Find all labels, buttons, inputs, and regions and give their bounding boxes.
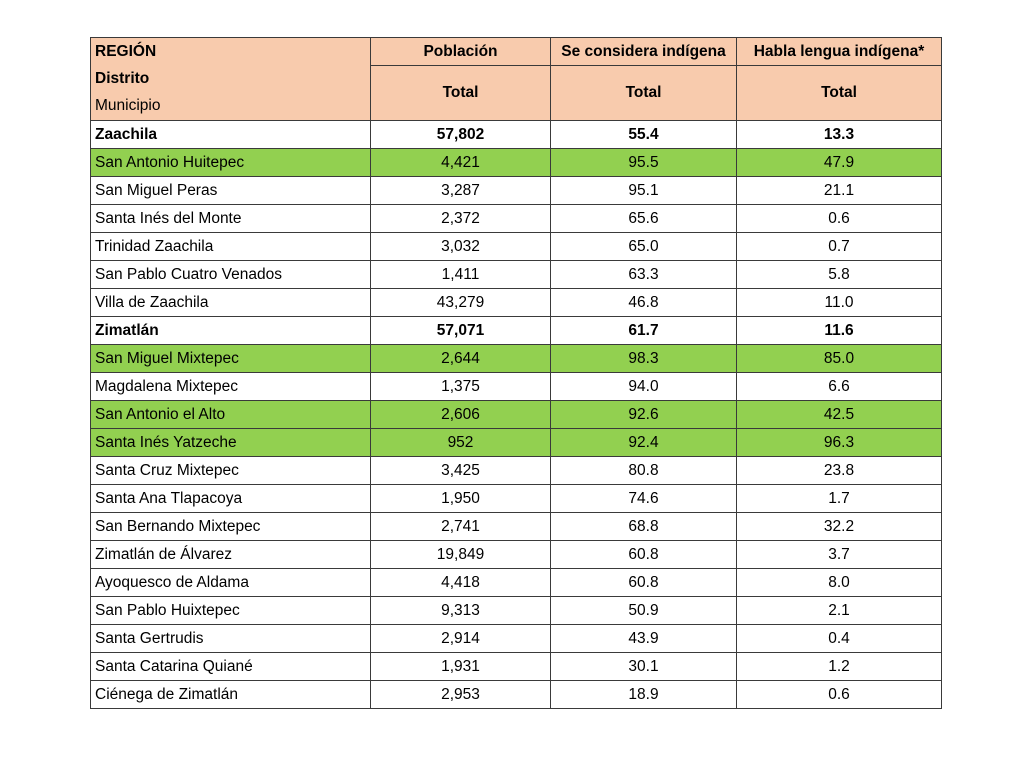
- municipality-name-cell: Santa Cruz Mixtepec: [91, 457, 371, 485]
- table-body: [91, 121, 942, 709]
- municipality-name-cell: Villa de Zaachila: [91, 289, 371, 317]
- municipality-name-cell: Ayoquesco de Aldama: [91, 569, 371, 597]
- municipality-name-cell: San Bernando Mixtepec: [91, 513, 371, 541]
- municipality-name-cell: Santa Inés del Monte: [91, 205, 371, 233]
- indigenous-percent-cell: 80.8: [551, 457, 737, 485]
- header-district: Distrito: [95, 70, 150, 87]
- population-total-cell: 57,071: [371, 317, 551, 345]
- indigenous-language-percent-cell: 3.7: [737, 541, 942, 569]
- table-row: [91, 345, 942, 373]
- table-row: [91, 149, 942, 177]
- table-row: [91, 401, 942, 429]
- indigenous-percent-cell: 98.3: [551, 345, 737, 373]
- header-population-total: Total: [371, 66, 551, 121]
- indigenous-language-percent-cell: 1.2: [737, 653, 942, 681]
- population-total-cell: 9,313: [371, 597, 551, 625]
- district-row: [91, 121, 942, 149]
- indigenous-percent-cell: 94.0: [551, 373, 737, 401]
- population-total-cell: 2,914: [371, 625, 551, 653]
- population-total-cell: 1,411: [371, 261, 551, 289]
- indigenous-language-percent-cell: 8.0: [737, 569, 942, 597]
- indigenous-language-percent-cell: 23.8: [737, 457, 942, 485]
- municipality-name-cell: Zaachila: [91, 121, 371, 149]
- table-row: [91, 429, 942, 457]
- municipality-name-cell: Santa Catarina Quiané: [91, 653, 371, 681]
- indigenous-language-percent-cell: 0.4: [737, 625, 942, 653]
- population-total-cell: 3,287: [371, 177, 551, 205]
- indigenous-percent-cell: 18.9: [551, 681, 737, 709]
- indigenous-percent-cell: 92.6: [551, 401, 737, 429]
- table-row: [91, 485, 942, 513]
- population-total-cell: 2,606: [371, 401, 551, 429]
- indigenous-percent-cell: 95.1: [551, 177, 737, 205]
- population-total-cell: 57,802: [371, 121, 551, 149]
- indigenous-language-percent-cell: 0.7: [737, 233, 942, 261]
- table-row: [91, 177, 942, 205]
- indigenous-language-percent-cell: 42.5: [737, 401, 942, 429]
- indigenous-percent-cell: 65.0: [551, 233, 737, 261]
- table-row: [91, 457, 942, 485]
- municipality-name-cell: Zimatlán: [91, 317, 371, 345]
- population-total-cell: 1,931: [371, 653, 551, 681]
- header-indigenous-total: Total: [551, 66, 737, 121]
- indigenous-language-percent-cell: 11.0: [737, 289, 942, 317]
- table-row: [91, 261, 942, 289]
- municipality-name-cell: San Miguel Peras: [91, 177, 371, 205]
- population-total-cell: 2,372: [371, 205, 551, 233]
- table-row: [91, 625, 942, 653]
- table-row: [91, 597, 942, 625]
- municipality-name-cell: San Miguel Mixtepec: [91, 345, 371, 373]
- header-region: REGIÓN: [95, 43, 157, 60]
- indigenous-language-percent-cell: 47.9: [737, 149, 942, 177]
- municipality-name-cell: Ciénega de Zimatlán: [91, 681, 371, 709]
- indigenous-percent-cell: 50.9: [551, 597, 737, 625]
- indigenous-percent-cell: 55.4: [551, 121, 737, 149]
- indigenous-percent-cell: 60.8: [551, 569, 737, 597]
- indigenous-language-percent-cell: 5.8: [737, 261, 942, 289]
- table-row: [91, 569, 942, 597]
- indigenous-percent-cell: 74.6: [551, 485, 737, 513]
- population-total-cell: 1,950: [371, 485, 551, 513]
- indigenous-language-percent-cell: 11.6: [737, 317, 942, 345]
- indigenous-language-percent-cell: 32.2: [737, 513, 942, 541]
- indigenous-language-percent-cell: 6.6: [737, 373, 942, 401]
- header-indigenous: Se considera indígena: [551, 38, 737, 66]
- indigenous-percent-cell: 30.1: [551, 653, 737, 681]
- municipality-name-cell: Magdalena Mixtepec: [91, 373, 371, 401]
- population-total-cell: 952: [371, 429, 551, 457]
- header-region-district-municipality: [91, 38, 371, 121]
- population-total-cell: 3,425: [371, 457, 551, 485]
- population-total-cell: 19,849: [371, 541, 551, 569]
- population-total-cell: 2,741: [371, 513, 551, 541]
- municipality-name-cell: San Antonio Huitepec: [91, 149, 371, 177]
- indigenous-percent-cell: 60.8: [551, 541, 737, 569]
- indigenous-percent-cell: 43.9: [551, 625, 737, 653]
- indigenous-language-percent-cell: 2.1: [737, 597, 942, 625]
- header-indigenous-language-total: Total: [737, 66, 942, 121]
- municipality-name-cell: Zimatlán de Álvarez: [91, 541, 371, 569]
- indigenous-percent-cell: 92.4: [551, 429, 737, 457]
- table-header: [91, 38, 942, 121]
- header-municipality: Municipio: [95, 97, 161, 114]
- indigenous-language-percent-cell: 1.7: [737, 485, 942, 513]
- table-row: [91, 289, 942, 317]
- header-indigenous-language: Habla lengua indígena*: [737, 38, 942, 66]
- population-total-cell: 4,421: [371, 149, 551, 177]
- indigenous-language-percent-cell: 21.1: [737, 177, 942, 205]
- indigenous-percent-cell: 65.6: [551, 205, 737, 233]
- indigenous-percent-cell: 46.8: [551, 289, 737, 317]
- table-row: [91, 233, 942, 261]
- header-row-titles: [91, 38, 942, 66]
- municipality-name-cell: San Pablo Huixtepec: [91, 597, 371, 625]
- table-row: [91, 653, 942, 681]
- table-row: [91, 513, 942, 541]
- indigenous-language-percent-cell: 0.6: [737, 205, 942, 233]
- table-row: [91, 681, 942, 709]
- population-total-cell: 1,375: [371, 373, 551, 401]
- municipality-name-cell: Trinidad Zaachila: [91, 233, 371, 261]
- indigenous-percent-cell: 68.8: [551, 513, 737, 541]
- indigenous-percent-cell: 95.5: [551, 149, 737, 177]
- population-total-cell: 4,418: [371, 569, 551, 597]
- indigenous-percent-cell: 63.3: [551, 261, 737, 289]
- municipality-name-cell: Santa Inés Yatzeche: [91, 429, 371, 457]
- population-total-cell: 2,953: [371, 681, 551, 709]
- population-total-cell: 2,644: [371, 345, 551, 373]
- municipality-name-cell: San Pablo Cuatro Venados: [91, 261, 371, 289]
- header-population: Población: [371, 38, 551, 66]
- district-row: [91, 317, 942, 345]
- table-row: [91, 373, 942, 401]
- population-total-cell: 43,279: [371, 289, 551, 317]
- indigenous-language-percent-cell: 13.3: [737, 121, 942, 149]
- population-total-cell: 3,032: [371, 233, 551, 261]
- population-table: [90, 37, 942, 709]
- indigenous-percent-cell: 61.7: [551, 317, 737, 345]
- indigenous-language-percent-cell: 85.0: [737, 345, 942, 373]
- municipality-name-cell: San Antonio el Alto: [91, 401, 371, 429]
- table-row: [91, 205, 942, 233]
- municipality-name-cell: Santa Gertrudis: [91, 625, 371, 653]
- indigenous-language-percent-cell: 96.3: [737, 429, 942, 457]
- table-row: [91, 541, 942, 569]
- municipality-name-cell: Santa Ana Tlapacoya: [91, 485, 371, 513]
- indigenous-language-percent-cell: 0.6: [737, 681, 942, 709]
